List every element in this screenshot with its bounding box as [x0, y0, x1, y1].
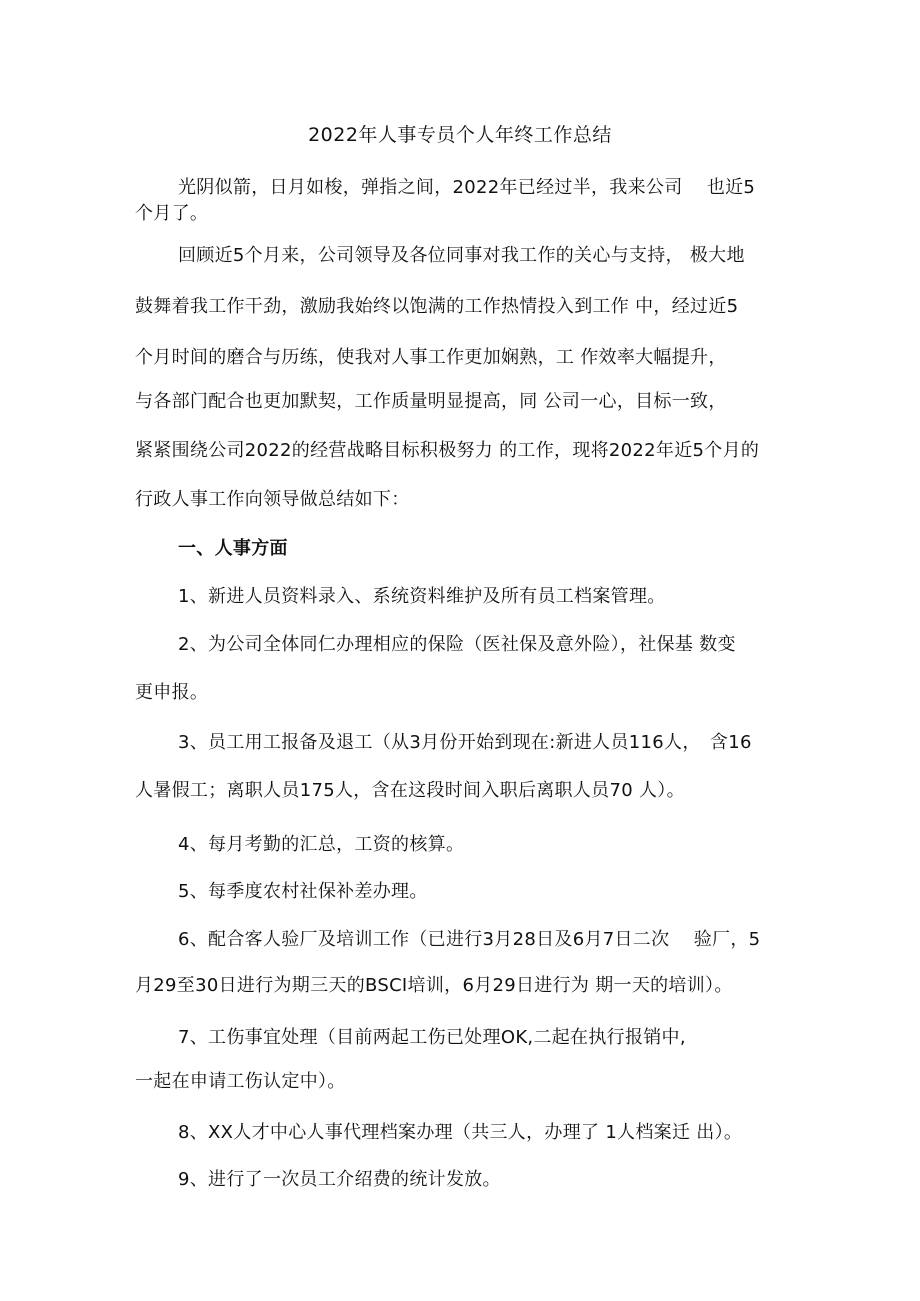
list-item-6-line-1: 6、配合客人验厂及培训工作（已进行3月28日及6月7日二次 验厂，5	[178, 929, 761, 950]
list-item-7-line-1: 7、工伤事宜处理（目前两起工伤已处理OK,二起在执行报销中,	[178, 1027, 686, 1048]
list-item-3-line-2: 人暑假工；离职人员175人，含在这段时间入职后离职人员70 人）。	[135, 780, 685, 801]
review-line-3: 个月时间的磨合与历练，使我对人事工作更加娴熟，工 作效率大幅提升，	[135, 347, 727, 368]
intro-line-2: 个月了。	[135, 203, 209, 224]
list-item-8: 8、XX人才中心人事代理档案办理（共三人，办理了 1人档案迁 出）。	[178, 1122, 743, 1143]
list-item-7-line-2: 一起在申请工伤认定中）。	[135, 1071, 346, 1092]
list-item-2-line-2: 更申报。	[135, 682, 209, 703]
list-item-1: 1、新进人员资料录入、系统资料维护及所有员工档案管理。	[178, 586, 666, 607]
document-title: 2022年人事专员个人年终工作总结	[308, 124, 612, 146]
intro-line-1: 光阴似箭，日月如梭，弹指之间，2022年已经过半，我来公司 也近5	[178, 177, 756, 198]
list-item-6-line-2: 月29至30日进行为期三天的BSCI培训，6月29日进行为 期一天的培训）。	[135, 975, 733, 996]
review-line-5: 紧紧围绕公司2022的经营战略目标积极努力 的工作，现将2022年近5个月的	[135, 440, 760, 461]
list-item-9: 9、进行了一次员工介绍费的统计发放。	[178, 1169, 501, 1190]
review-line-4: 与各部门配合也更加默契，工作质量明显提高，同 公司一心，目标一致，	[135, 391, 727, 412]
review-line-6: 行政人事工作向领导做总结如下：	[135, 489, 410, 510]
review-line-2: 鼓舞着我工作干劲，激励我始终以饱满的工作热情投入到工作 中，经过近5	[135, 296, 739, 317]
list-item-2-line-1: 2、为公司全体同仁办理相应的保险（医社保及意外险），社保基 数变	[178, 634, 736, 655]
section-heading-personnel: 一、人事方面	[178, 538, 288, 559]
list-item-3-line-1: 3、员工用工报备及退工（从3月份开始到现在:新进人员116人， 含16	[178, 732, 752, 753]
list-item-4: 4、每月考勤的汇总，工资的核算。	[178, 834, 465, 855]
review-line-1: 回顾近5个月来，公司领导及各位同事对我工作的关心与支持， 极大地	[178, 245, 745, 266]
list-item-5: 5、每季度农村社保补差办理。	[178, 881, 428, 902]
